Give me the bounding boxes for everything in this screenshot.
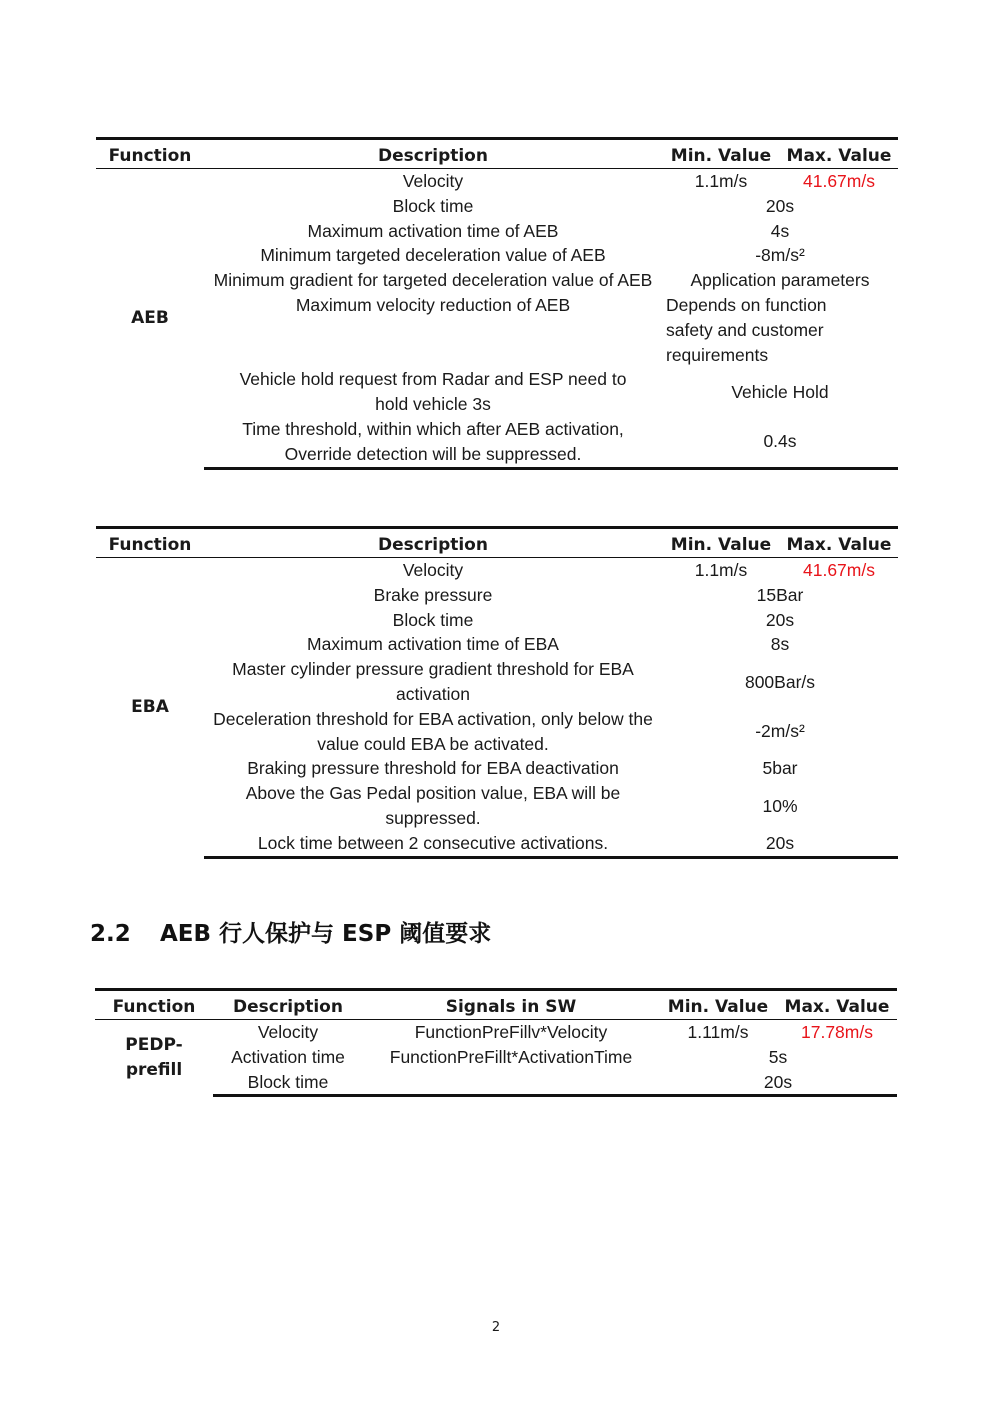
row-description: Velocity xyxy=(402,560,464,580)
pedp-prefill-table xyxy=(95,988,897,1097)
table-row xyxy=(96,169,898,194)
header-min-value: Min. Value xyxy=(659,990,777,1020)
table-row xyxy=(96,707,898,757)
row-value: 20s xyxy=(765,195,795,216)
header-min-value: Min. Value xyxy=(662,139,780,169)
row-value: -2m/s² xyxy=(755,721,805,742)
header-max-value: Max. Value xyxy=(777,990,897,1020)
min-value: 1.11m/s xyxy=(687,1022,749,1042)
table-row xyxy=(96,831,898,857)
header-max-value: Max. Value xyxy=(780,528,898,558)
row-description: Block time xyxy=(392,609,474,630)
row-description: Deceleration threshold for EBA activation, only below the value could EBA be activated. xyxy=(213,708,653,754)
row-description: Block time xyxy=(392,195,474,216)
row-value: 5s xyxy=(768,1046,788,1067)
table-row xyxy=(96,583,898,608)
table-row xyxy=(95,1070,897,1096)
row-value: 5bar xyxy=(762,758,798,779)
row-description: Minimum gradient for targeted deceleration value of AEB xyxy=(213,270,653,291)
max-value: 17.78m/s xyxy=(801,1022,873,1042)
table-header-row xyxy=(96,139,898,169)
row-value: 800Bar/s xyxy=(744,671,816,692)
table-row xyxy=(95,1045,897,1070)
function-name: AEB xyxy=(131,308,169,329)
table-header-row xyxy=(96,528,898,558)
row-signal: FunctionPreFillt*ActivationTime xyxy=(389,1046,633,1067)
row-description: Above the Gas Pedal position value, EBA will be suppressed. xyxy=(245,783,621,828)
table-row xyxy=(96,558,898,583)
max-value: 41.67m/s xyxy=(803,560,875,580)
table-row xyxy=(96,293,898,367)
row-description: Braking pressure threshold for EBA deactivation xyxy=(247,758,619,779)
header-description: Description xyxy=(213,990,363,1020)
table-row xyxy=(96,756,898,781)
row-description: Maximum activation time of EBA xyxy=(307,634,559,655)
table-row xyxy=(96,781,898,831)
row-signal: FunctionPreFillv*Velocity xyxy=(414,1022,608,1042)
max-value: 41.67m/s xyxy=(803,171,875,191)
section-title: AEB 行人保护与 ESP 阈值要求 xyxy=(160,921,492,947)
row-description: Velocity xyxy=(402,171,464,191)
row-description: Time threshold, within which after AEB activation, Override detection will be suppressed. xyxy=(204,417,662,468)
min-value: 1.1m/s xyxy=(694,560,748,580)
row-signal xyxy=(363,1070,659,1096)
table-row xyxy=(96,657,898,707)
header-function: Function xyxy=(96,528,204,558)
row-value: 8s xyxy=(770,634,790,655)
row-description: Block time xyxy=(213,1070,363,1096)
row-value: 20s xyxy=(659,1070,897,1096)
min-value: 1.1m/s xyxy=(694,171,748,191)
row-value: 20s xyxy=(765,609,795,630)
row-description: Vehicle hold request from Radar and ESP need to hold vehicle 3s xyxy=(239,369,627,415)
row-value: Depends on function safety and customer requirements xyxy=(666,294,827,365)
table-row xyxy=(96,219,898,244)
table-row xyxy=(96,417,898,468)
header-function: Function xyxy=(96,139,204,169)
table-row xyxy=(95,1020,897,1045)
row-description: Lock time between 2 consecutive activations. xyxy=(204,831,662,857)
row-description: Velocity xyxy=(257,1022,319,1042)
table-header-row xyxy=(95,990,897,1020)
page-number: 2 xyxy=(491,1320,501,1335)
row-value: 10% xyxy=(762,795,798,816)
section-heading xyxy=(90,915,491,948)
row-value: 4s xyxy=(770,220,790,241)
table-row xyxy=(96,367,898,417)
row-value: 15Bar xyxy=(756,584,804,605)
table-row xyxy=(96,268,898,293)
header-max-value: Max. Value xyxy=(780,139,898,169)
table-row xyxy=(96,194,898,219)
row-value: 20s xyxy=(662,831,898,857)
header-function: Function xyxy=(95,990,213,1020)
table-row xyxy=(96,632,898,657)
function-name: EBA xyxy=(131,697,169,718)
row-description: Maximum velocity reduction of AEB xyxy=(295,294,571,315)
aeb-parameter-table xyxy=(96,137,898,470)
header-signals: Signals in SW xyxy=(363,990,659,1020)
section-number: 2.2 xyxy=(90,921,131,947)
table-row xyxy=(96,243,898,268)
header-description: Description xyxy=(204,139,662,169)
row-value: Vehicle Hold xyxy=(731,381,829,402)
header-description: Description xyxy=(204,528,662,558)
row-description: Minimum targeted deceleration value of AEB xyxy=(260,245,606,266)
eba-parameter-table xyxy=(96,526,898,859)
row-description: Activation time xyxy=(231,1046,345,1067)
row-description: Master cylinder pressure gradient threshold for EBA activation xyxy=(232,659,634,704)
table-row xyxy=(96,608,898,633)
row-description: Brake pressure xyxy=(373,584,493,605)
row-value: -8m/s² xyxy=(755,245,805,266)
row-description: Maximum activation time of AEB xyxy=(307,220,559,241)
header-min-value: Min. Value xyxy=(662,528,780,558)
function-name: PEDP-prefill xyxy=(125,1035,183,1080)
row-value: Application parameters xyxy=(690,270,870,291)
row-value: 0.4s xyxy=(662,417,898,468)
